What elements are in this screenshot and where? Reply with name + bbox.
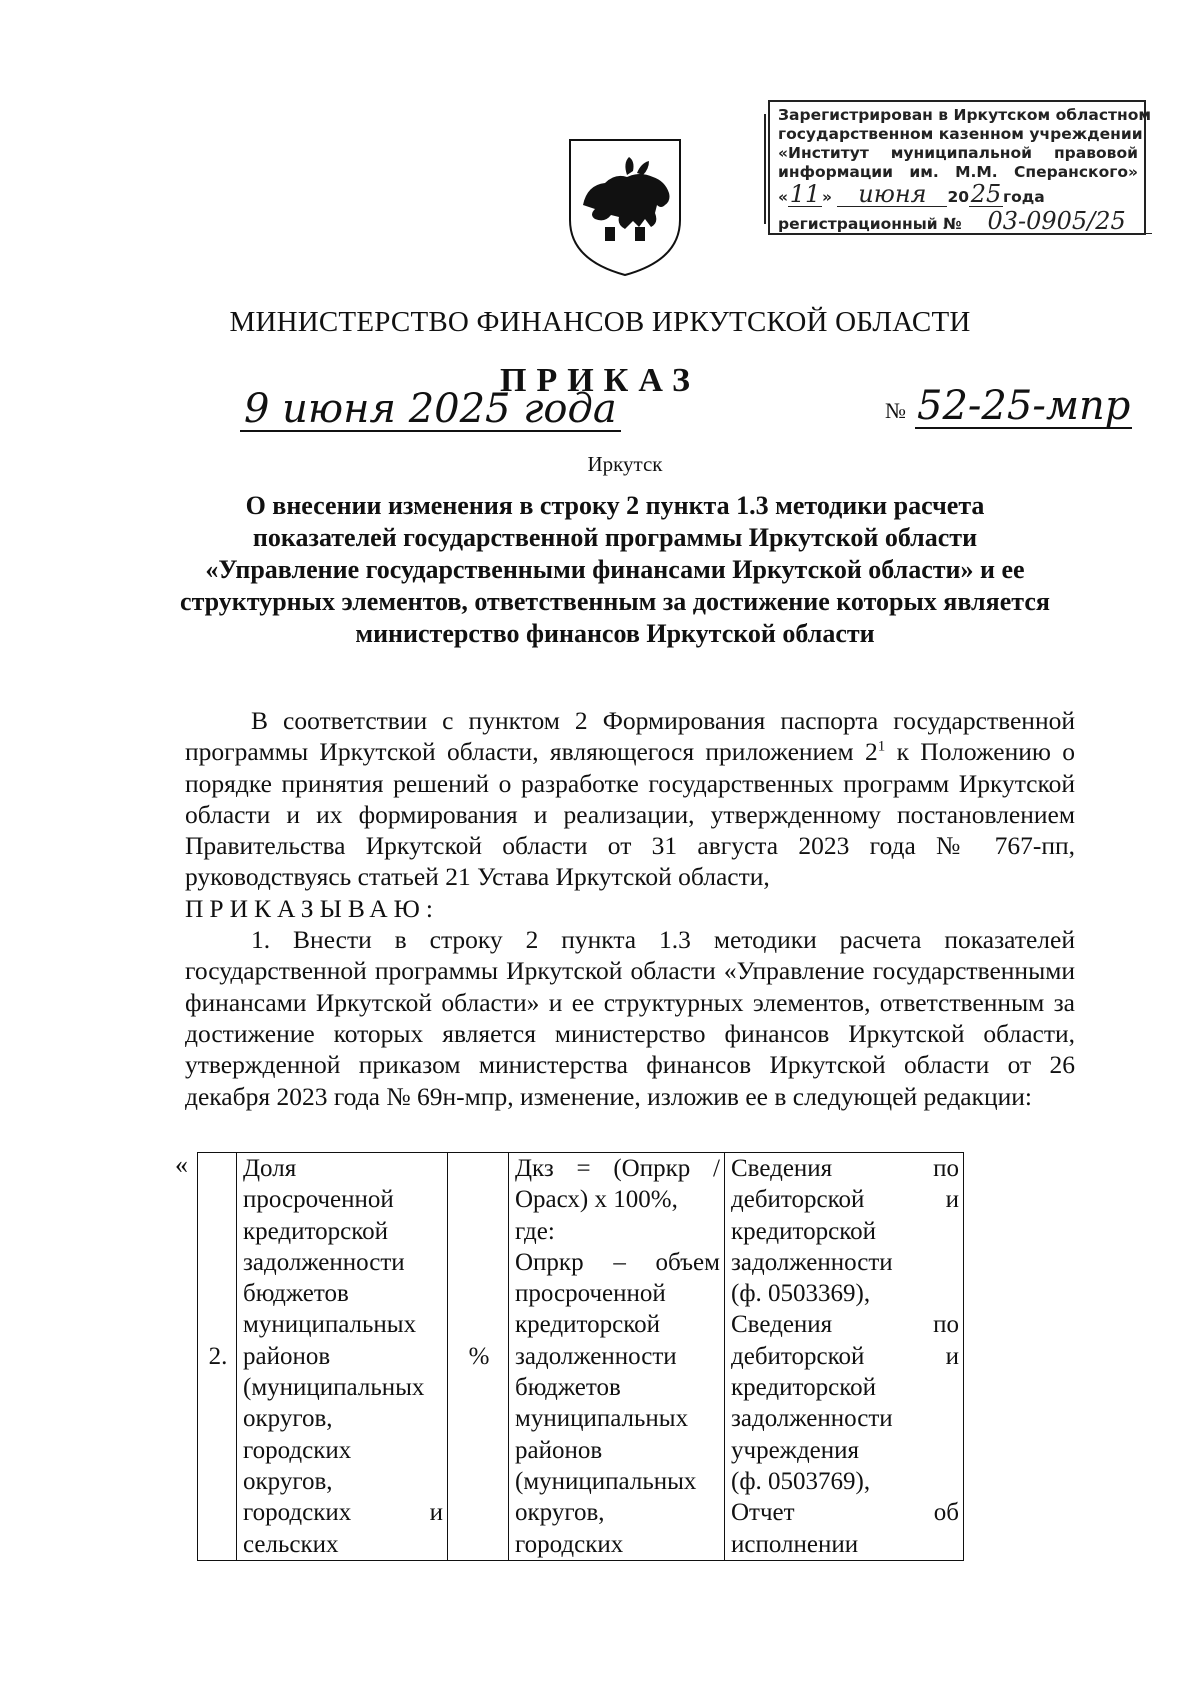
stamp-date-day: 11 [789, 180, 821, 208]
table-cell-line: (ф. 0503369), [731, 1280, 871, 1308]
table-cell-line: сельских [243, 1530, 339, 1558]
row-number: 2. [198, 1153, 237, 1561]
table-cell-line: Отчет об [731, 1499, 959, 1527]
table-cell-line: Доля [243, 1155, 297, 1182]
table-open-quote: « [175, 1150, 188, 1179]
coat-of-arms-emblem [565, 135, 685, 280]
table-cell-line: Сведения по [731, 1311, 959, 1339]
table-cell-line: кредиторской [515, 1311, 660, 1339]
table-cell-line: городских и [243, 1499, 443, 1527]
handwritten-order-date: 9 июня 2025 года [240, 388, 621, 432]
table-cell-line: городских [515, 1530, 624, 1558]
order-body [185, 705, 1075, 1112]
stamp-reg-label: регистрационный № [778, 215, 962, 233]
formula-cell [509, 1153, 725, 1561]
table-cell-line: районов [515, 1436, 603, 1464]
city-name: Иркутск [587, 452, 663, 476]
clause-1-paragraph: 1. Внести в строку 2 пункта 1.3 методики расчета показателей государственной программы Иркутской области «Управление государственными финансами Иркутской области» и ее структурных элементов, ответственным за достижение которых является министерство финансов Иркутской области, утвержденной приказом министерства финансов Иркутской области от 26 декабря 2023 года № 69н-мпр, изменение, изложив ее в следующей редакции: [185, 925, 1075, 1111]
stamp-date-row: «11 » июня 2025 года [778, 180, 1045, 208]
table-cell-line: бюджетов [243, 1280, 349, 1308]
indicator-name-cell [237, 1153, 448, 1561]
appendix-superscript: 1 [877, 738, 886, 755]
table-cell-line: Дкз = (Опркр / [515, 1155, 720, 1182]
stamp-reg-row [778, 209, 1138, 236]
indicator-table [185, 1152, 964, 1561]
table-cell-line: Орасх) х 100%, [515, 1186, 678, 1214]
table-cell-line: округов, [243, 1405, 333, 1433]
stamp-reg-number: 03-0905/25 [962, 209, 1152, 234]
table-cell-line: Опркр – объем [515, 1248, 720, 1276]
table-cell-line: округов, [515, 1499, 605, 1527]
table-cell-line: (муниципальных [243, 1374, 425, 1402]
table-cell-line: задолженности [731, 1405, 893, 1433]
table-cell-line: задолженности [243, 1248, 405, 1276]
table-cell-line: учреждения [731, 1436, 860, 1464]
table-cell-line: где: [515, 1217, 555, 1245]
unit-cell: % [448, 1153, 509, 1561]
handwritten-order-number: 52-25-мпр [917, 383, 1131, 429]
table-cell-line: бюджетов [515, 1374, 621, 1402]
table-cell-line: муниципальных [243, 1311, 417, 1339]
stamp-line-4: информации им. М.М. Сперанского» [778, 163, 1138, 181]
table-cell-line: кредиторской [243, 1217, 388, 1245]
table-cell-line: просроченной [243, 1186, 394, 1214]
ministry-name: МИНИСТЕРСТВО ФИНАНСОВ ИРКУТСКОЙ ОБЛАСТИ [229, 306, 971, 338]
order-number-label: № [885, 398, 906, 423]
stamp-line-3: «Институт муниципальной правовой [778, 144, 1138, 162]
table-cell-line: кредиторской [731, 1217, 876, 1245]
stamp-date-month: июня [837, 182, 947, 207]
table-cell-line: городских [243, 1436, 352, 1464]
stamp-line-1: Зарегистрирован в Иркутском областном [778, 106, 1152, 124]
source-cell [725, 1153, 964, 1561]
table-cell-line: (муниципальных [515, 1467, 697, 1495]
stamp-line-2: государственном казенном учреждении [778, 125, 1143, 143]
table-row [185, 1153, 964, 1561]
table-cell-line: дебиторской и [731, 1186, 959, 1214]
preamble-paragraph: В соответствии с пунктом 2 Формирования паспорта государственной программы Иркутской области, являющегося приложением $2^1$ к Положению о порядке принятия решений о разработке государственных программ Иркутской области и их формирования и реализации, утвержденному постановлением Правительства Иркутской области от 31 августа 2023 года № 767-пп, руководствуясь статьей 21 Устава Иркутской области, [185, 706, 1075, 892]
table-cell-line: задолженности [731, 1248, 893, 1276]
table-cell-line: просроченной [515, 1280, 666, 1308]
orders-keyword: ПРИКАЗЫВАЮ: [185, 893, 439, 923]
table-cell-line: (ф. 0503769), [731, 1467, 871, 1495]
table-cell-line: округов, [243, 1467, 333, 1495]
document-type-heading: ПРИКАЗ [500, 362, 700, 399]
stamp-date-year: 25 [970, 180, 1002, 208]
table-cell-line: Сведения по [731, 1155, 959, 1182]
table-cell-line: районов [243, 1342, 331, 1370]
registration-stamp [768, 100, 1152, 235]
table-cell-line: муниципальных [515, 1405, 689, 1433]
table-cell-line: кредиторской [731, 1374, 876, 1402]
order-title: О внесении изменения в строку 2 пункта 1.3 методики расчета показателей государственной программы Иркутской области «Управление государственными финансами Иркутской области» и ее структурных элементов, ответственным за достижение которых является министерство финансов Иркутской области [180, 491, 1050, 648]
table-cell-line: исполнении [731, 1530, 859, 1558]
table-cell-line: задолженности [515, 1342, 677, 1370]
table-cell-line: дебиторской и [731, 1342, 959, 1370]
